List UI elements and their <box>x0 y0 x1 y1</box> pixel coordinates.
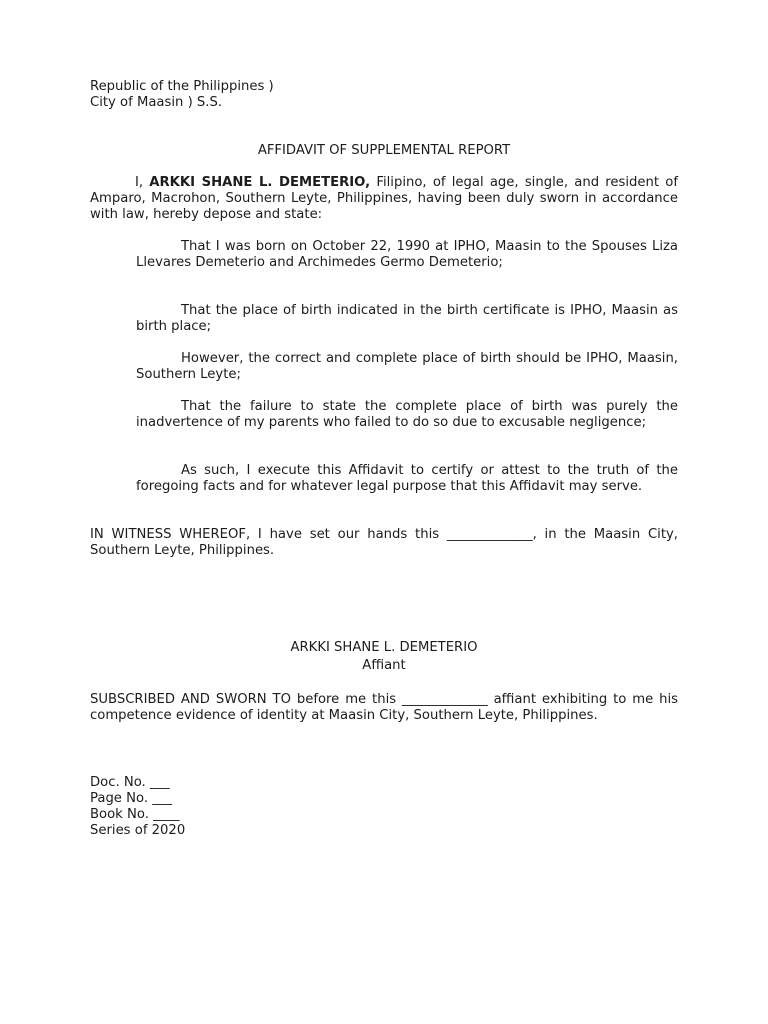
intro-paragraph <box>90 175 678 223</box>
book-number: Book No. ____ <box>90 807 180 822</box>
page-number: Page No. ___ <box>90 791 172 806</box>
intro-lead: I, <box>135 175 150 190</box>
signature-name: ARKKI SHANE L. DEMETERIO <box>290 640 478 655</box>
signature-role: Affiant <box>362 658 406 673</box>
venue-block <box>90 79 274 111</box>
statement-paragraph-4: That the failure to state the complete place of birth was purely the inadvertence of my parents who failed to do so due to excusable negligence; <box>136 399 678 430</box>
venue-city: City of Maasin ) S.S. <box>90 95 223 110</box>
witness-clause: IN WITNESS WHEREOF, I have set our hands this _____________, in the Maasin City, Southern Leyte, Philippines. <box>90 527 678 558</box>
doc-number: Doc. No. ___ <box>90 775 170 790</box>
statement-paragraph-1: That I was born on October 22, 1990 at IPHO, Maasin to the Spouses Liza Llevares Demeterio and Archimedes Germo Demeterio; <box>136 239 678 270</box>
statement-paragraph-2: That the place of birth indicated in the birth certificate is IPHO, Maasin as birth place; <box>136 303 678 334</box>
notarial-register <box>90 775 185 839</box>
intro-rest: Filipino, of legal age, single, and resident of Amparo, Macrohon, Southern Leyte, Philippines, having been duly sworn in accordance with law, hereby depose and state: <box>90 175 678 222</box>
statement-paragraph-3: However, the correct and complete place of birth should be IPHO, Maasin, Southern Leyte; <box>136 351 678 382</box>
affiant-name-bold: ARKKI SHANE L. DEMETERIO, <box>149 175 371 190</box>
series-year: Series of 2020 <box>90 823 186 838</box>
document-title: AFFIDAVIT OF SUPPLEMENTAL REPORT <box>257 143 511 158</box>
jurat-clause: SUBSCRIBED AND SWORN TO before me this _____________ affiant exhibiting to me his competence evidence of identity at Maasin City, Southern Leyte, Philippines. <box>90 692 678 723</box>
statement-paragraph-5: As such, I execute this Affidavit to certify or attest to the truth of the foregoing facts and for whatever legal purpose that this Affidavit may serve. <box>136 463 678 494</box>
venue-republic: Republic of the Philippines ) <box>90 79 274 94</box>
